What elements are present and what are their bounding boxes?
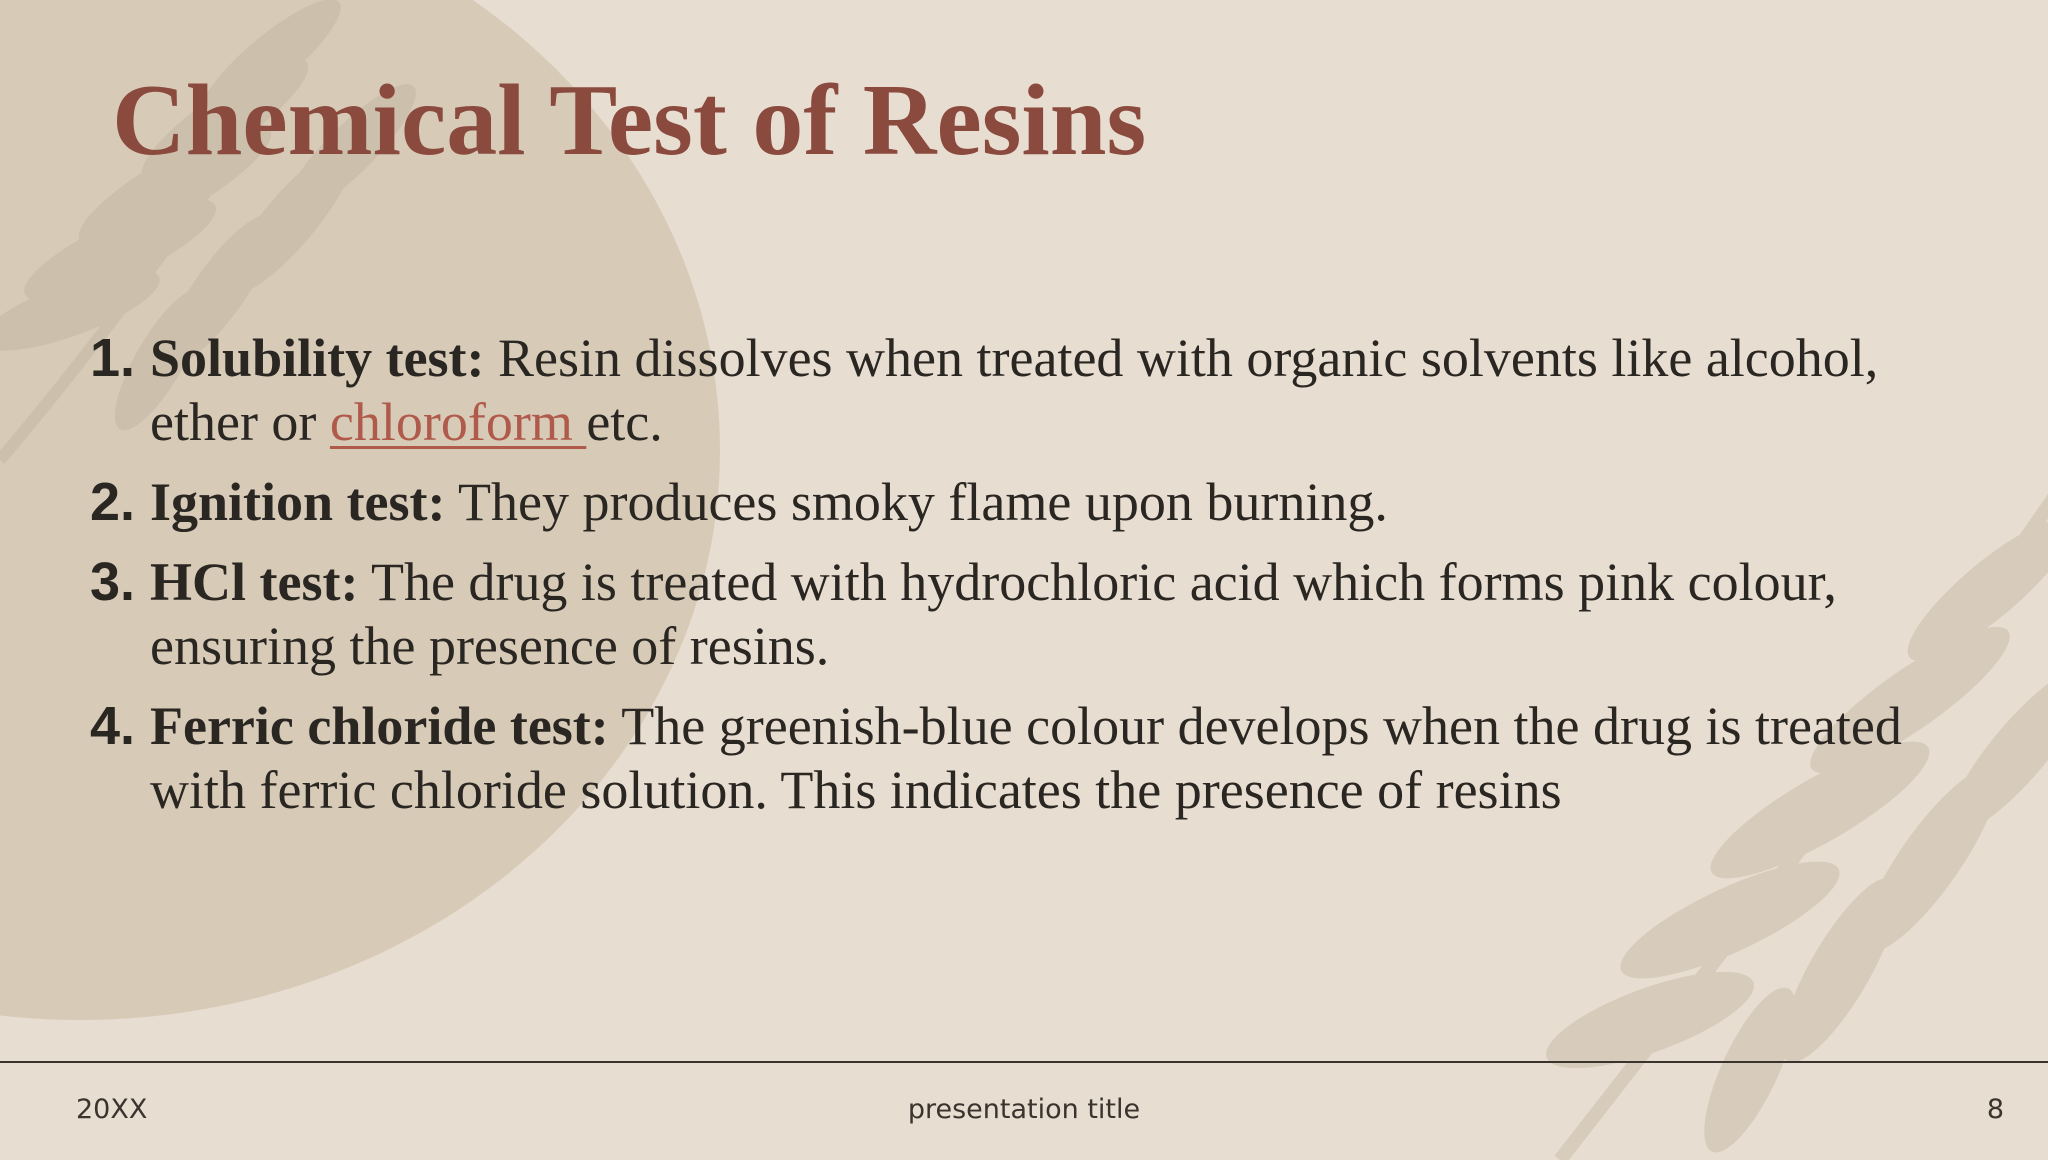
footer-year: 20XX — [76, 1094, 148, 1125]
list-item — [90, 694, 1910, 822]
item-text-after: etc. — [586, 392, 663, 452]
list-item — [90, 326, 1910, 454]
footer-divider — [0, 1061, 2048, 1063]
footer-presentation-title: presentation title — [907, 1094, 1141, 1125]
item-text: Resin dissolves when treated with organic solvents like alcohol, ether or — [150, 328, 1879, 452]
item-number: 2. — [90, 472, 136, 532]
footer-page-number: 8 — [1986, 1094, 2004, 1125]
item-term: Ferric chloride test: — [150, 696, 609, 756]
item-number: 1. — [90, 328, 136, 388]
item-term: Solubility test: — [150, 328, 485, 388]
list-item — [90, 550, 1910, 678]
list-item — [90, 470, 1910, 534]
item-number: 4. — [90, 696, 136, 756]
item-number: 3. — [90, 552, 136, 612]
chloroform-link[interactable]: chloroform — [329, 392, 587, 452]
item-term: HCl test: — [150, 552, 359, 612]
test-list — [90, 326, 1910, 838]
item-term: Ignition test: — [150, 472, 446, 532]
slide-title: Chemical Test of Resins — [112, 64, 1147, 177]
item-text: The drug is treated with hydrochloric acid which forms pink colour, ensuring the presence of resins. — [150, 552, 1837, 676]
item-text: They produces smoky flame upon burning. — [445, 472, 1388, 532]
item-text: The greenish-blue colour develops when the drug is treated with ferric chloride solution. This indicates the presence of resins — [150, 696, 1902, 820]
